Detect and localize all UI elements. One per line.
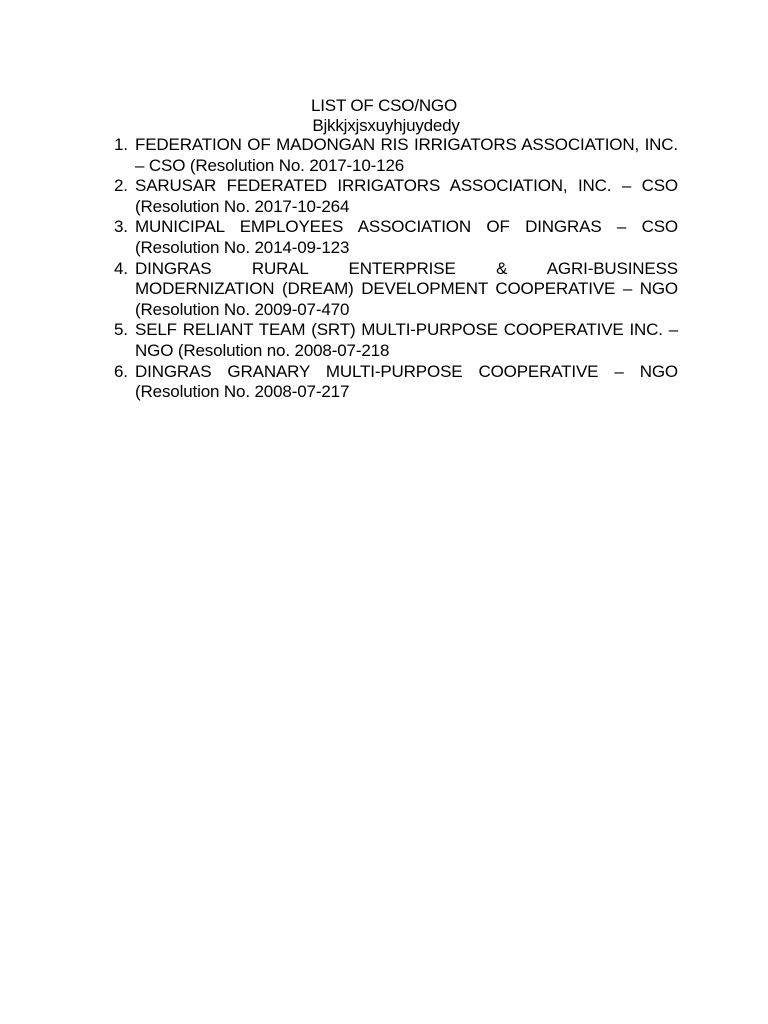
list-item-text: MUNICIPAL EMPLOYEES ASSOCIATION OF DINGRAS – CSO (Resolution No. 2014-09-123 [135, 217, 678, 257]
list-item-text: FEDERATION OF MADONGAN RIS IRRIGATORS ASSOCIATION, INC. – CSO (Resolution No. 2017-10-126 [135, 135, 678, 175]
list-item-number: 6. [114, 361, 128, 381]
list-item [114, 176, 678, 217]
list-item-text: SARUSAR FEDERATED IRRIGATORS ASSOCIATION, INC. – CSO (Resolution No. 2017-10-264 [135, 176, 678, 216]
list-item-number: 3. [114, 217, 128, 237]
list-item [114, 259, 678, 321]
list-item-number: 4. [114, 258, 128, 278]
list-item-text: SELF RELIANT TEAM (SRT) MULTI-PURPOSE COOPERATIVE INC. – NGO (Resolution no. 2008-07-218 [135, 320, 678, 360]
list-item-number: 5. [114, 320, 128, 340]
list-item [114, 135, 678, 176]
list-item-number: 2. [114, 176, 128, 196]
cso-ngo-list [114, 135, 678, 403]
list-item [114, 320, 678, 361]
list-item [114, 362, 678, 403]
list-item-number: 1. [114, 135, 128, 154]
list-item-text: DINGRAS GRANARY MULTI-PURPOSE COOPERATIVE – NGO (Resolution No. 2008-07-217 [135, 361, 678, 402]
list-item [114, 217, 678, 258]
document-subtitle: Bjkkjxjsxuyhjuydedy [312, 116, 460, 135]
list-item-text: DINGRAS RURAL ENTERPRISE & AGRI-BUSINESS MODERNIZATION (DREAM) DEVELOPMENT COOPERATIVE – NGO (Resolution No. 2009-07-470 [135, 258, 678, 319]
document-title: LIST OF CSO/NGO [311, 96, 457, 115]
